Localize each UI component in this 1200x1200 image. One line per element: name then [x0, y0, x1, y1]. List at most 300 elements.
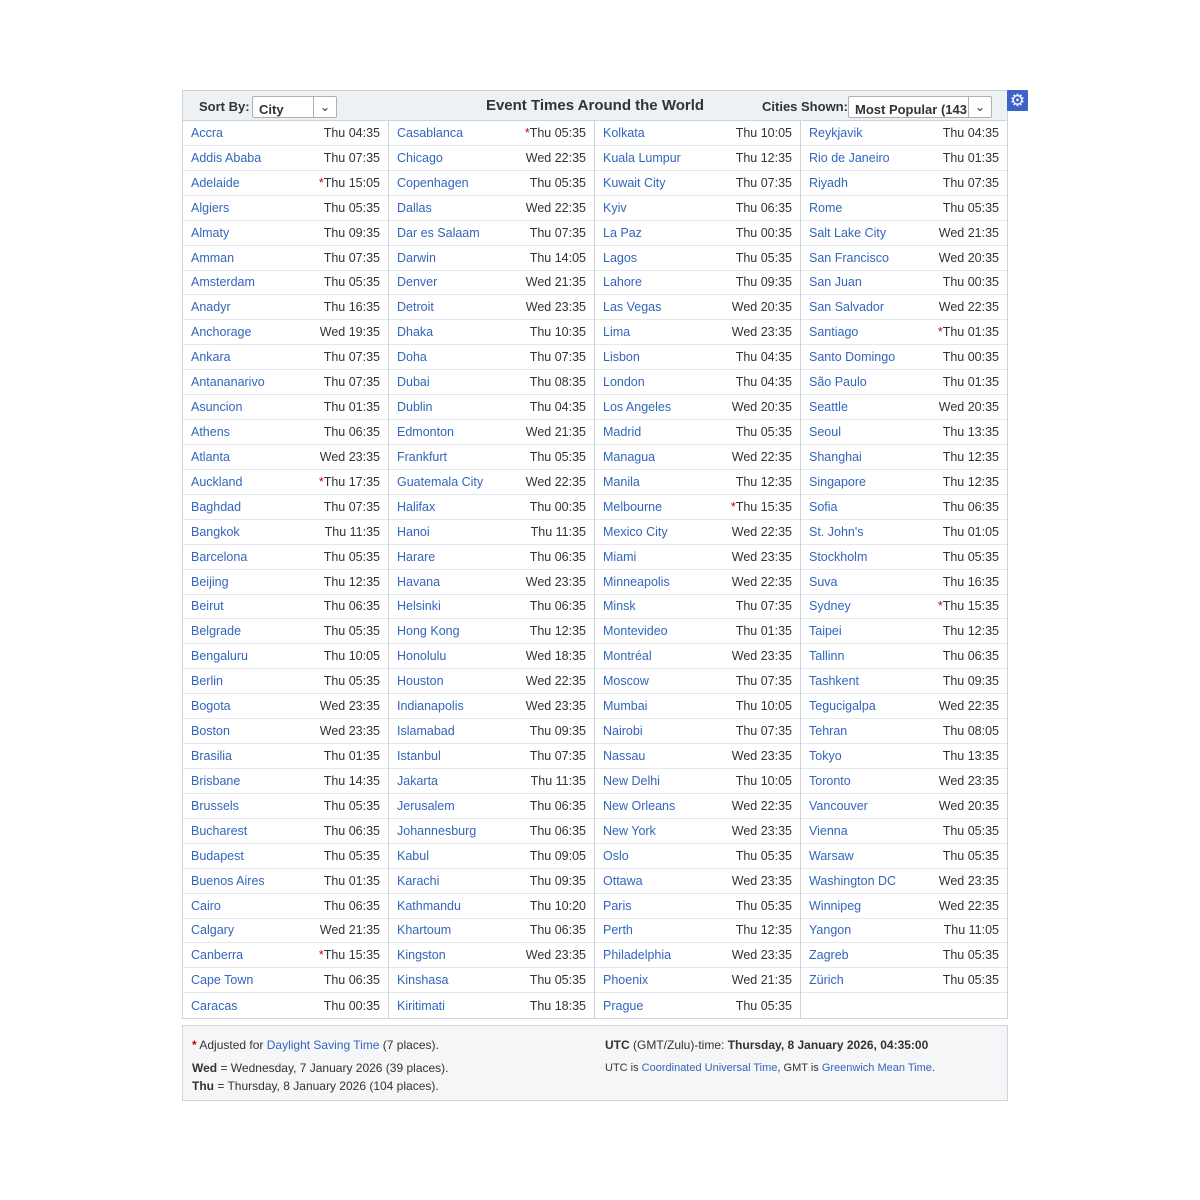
city-time: Thu 04:35	[735, 350, 792, 365]
city-link[interactable]: Las Vegas	[603, 300, 662, 315]
city-link[interactable]: Paris	[603, 898, 632, 913]
city-link[interactable]: Santiago	[809, 325, 859, 340]
table-row	[801, 246, 1007, 271]
city-link[interactable]: Phoenix	[603, 973, 649, 988]
city-time: Thu 07:35	[735, 175, 792, 190]
gear-icon[interactable]: ⚙	[1007, 90, 1028, 111]
city-link[interactable]: Stockholm	[809, 549, 868, 564]
city-link[interactable]: London	[603, 375, 645, 390]
city-link[interactable]: Taipei	[809, 624, 842, 639]
city-time: Wed 23:35	[525, 300, 586, 315]
city-time: Wed 23:35	[731, 948, 792, 963]
city-time: Thu 18:35	[529, 998, 586, 1013]
city-link[interactable]: Copenhagen	[397, 175, 469, 190]
city-time: Thu 09:05	[529, 848, 586, 863]
city-time: Thu 00:35	[529, 499, 586, 514]
city-time: Thu 05:35	[942, 823, 999, 838]
city-link[interactable]: Mexico City	[603, 524, 668, 539]
city-time: Wed 20:35	[938, 250, 999, 265]
table-row	[595, 719, 800, 744]
city-link[interactable]: Kyiv	[603, 200, 627, 215]
table-row	[595, 271, 800, 296]
table-row	[595, 744, 800, 769]
city-link[interactable]: Lagos	[603, 250, 638, 265]
city-link[interactable]: New Orleans	[603, 798, 676, 813]
city-link[interactable]: Antananarivo	[191, 375, 265, 390]
wed-abbr: Wed	[192, 1061, 218, 1076]
table-row	[595, 320, 800, 345]
city-link[interactable]: San Salvador	[809, 300, 885, 315]
city-time: Thu 05:35	[323, 275, 380, 290]
city-link[interactable]: Kuwait City	[603, 175, 666, 190]
city-link[interactable]: Sydney	[809, 599, 851, 614]
period: .	[931, 1062, 935, 1075]
city-link[interactable]: Beijing	[191, 574, 229, 589]
city-link[interactable]: Algiers	[191, 200, 230, 215]
chevron-down-icon[interactable]: ⌄	[968, 97, 991, 117]
city-time: Thu 07:35	[529, 225, 586, 240]
city-link[interactable]: Reykjavik	[809, 125, 863, 140]
city-link[interactable]: Caracas	[191, 998, 238, 1013]
city-time: Thu 10:05	[735, 773, 792, 788]
gmt-is: , GMT is	[777, 1062, 819, 1075]
city-link[interactable]: Almaty	[191, 225, 230, 240]
table-row	[183, 694, 388, 719]
utc-line	[605, 1038, 928, 1052]
table-row	[595, 619, 800, 644]
city-time: Thu 11:35	[530, 524, 586, 539]
city-link[interactable]: Oslo	[603, 848, 629, 863]
table-row	[389, 295, 594, 320]
city-link[interactable]: Tokyo	[809, 749, 842, 763]
city-time: Thu 07:35	[323, 250, 380, 265]
city-time: Wed 21:35	[525, 425, 586, 440]
city-link[interactable]: Tehran	[809, 724, 848, 739]
city-link[interactable]: Johannesburg	[397, 823, 477, 838]
city-link[interactable]: Tegucigalpa	[809, 699, 876, 714]
table-row	[801, 919, 1007, 944]
table-row	[183, 121, 388, 146]
city-link[interactable]: Minneapolis	[603, 574, 670, 589]
city-time: Wed 23:35	[731, 823, 792, 838]
table-row	[595, 694, 800, 719]
city-link[interactable]: Jakarta	[397, 773, 438, 788]
city-link[interactable]: Dhaka	[397, 325, 434, 340]
city-link[interactable]: Atlanta	[191, 449, 230, 464]
table-row	[183, 221, 388, 246]
city-link[interactable]: Dar es Salaam	[397, 225, 480, 240]
chevron-down-icon[interactable]: ⌄	[313, 97, 336, 117]
city-time: Thu 12:35	[735, 150, 792, 165]
table-row	[183, 520, 388, 545]
city-link[interactable]: Doha	[397, 350, 427, 365]
city-link[interactable]: La Paz	[603, 225, 642, 240]
table-row	[389, 919, 594, 944]
city-time: Thu 06:35	[529, 798, 586, 813]
city-link[interactable]: Zürich	[809, 973, 844, 988]
city-time: Wed 23:35	[525, 699, 586, 714]
city-time: Thu 06:35	[323, 599, 380, 614]
city-link[interactable]: Los Angeles	[603, 400, 672, 415]
table-row	[801, 146, 1007, 171]
city-link[interactable]: Chicago	[397, 150, 443, 165]
table-row	[595, 819, 800, 844]
table-row	[389, 520, 594, 545]
city-link[interactable]: Bogota	[191, 699, 231, 714]
city-link[interactable]: Moscow	[603, 674, 649, 689]
event-times-widget	[182, 90, 1008, 1101]
city-time: Thu 10:05	[735, 699, 792, 714]
city-link[interactable]: Houston	[397, 674, 444, 689]
city-time: Thu 10:05	[323, 649, 380, 664]
table-row	[801, 943, 1007, 968]
city-link[interactable]: Tallinn	[809, 649, 845, 664]
city-time: Wed 23:35	[525, 574, 586, 589]
city-link[interactable]: Salt Lake City	[809, 225, 887, 240]
city-link[interactable]: Toronto	[809, 773, 851, 788]
table-row	[183, 570, 388, 595]
city-link[interactable]: Madrid	[603, 425, 642, 440]
table-row	[595, 345, 800, 370]
city-time: Wed 22:35	[938, 699, 999, 714]
city-link[interactable]: Kingston	[397, 948, 446, 963]
table-row	[389, 320, 594, 345]
city-link[interactable]: Denver	[397, 275, 438, 290]
table-row	[389, 395, 594, 420]
city-link[interactable]: Amman	[191, 250, 235, 265]
city-link[interactable]: Vienna	[809, 823, 848, 838]
city-link[interactable]: Anchorage	[191, 325, 252, 340]
table-row	[595, 445, 800, 470]
city-link[interactable]: New York	[603, 823, 656, 838]
table-row	[183, 844, 388, 869]
city-link[interactable]: Santo Domingo	[809, 350, 896, 365]
city-time: Thu 01:35	[323, 873, 380, 888]
table-row	[801, 121, 1007, 146]
city-time: Thu 05:35	[323, 549, 380, 564]
city-time: Wed 20:35	[731, 400, 792, 415]
table-row	[183, 869, 388, 894]
table-row	[595, 968, 800, 993]
city-link[interactable]: Edmonton	[397, 425, 454, 440]
city-link[interactable]: Asuncion	[191, 400, 243, 415]
city-link[interactable]: Casablanca	[397, 125, 464, 140]
city-link[interactable]: Bengaluru	[191, 649, 248, 664]
city-link[interactable]: Amsterdam	[191, 275, 255, 290]
city-link[interactable]: Berlin	[191, 674, 223, 689]
table-row	[801, 595, 1007, 620]
table-row	[595, 644, 800, 669]
dst-link[interactable]: Daylight Saving Time	[266, 1038, 380, 1053]
city-time: Thu 05:35	[323, 674, 380, 689]
table-row	[801, 295, 1007, 320]
sort-by-select[interactable]	[252, 96, 337, 118]
city-link[interactable]: Jerusalem	[397, 798, 455, 813]
city-link[interactable]: Kabul	[397, 848, 429, 863]
table-row	[801, 719, 1007, 744]
table-row	[183, 794, 388, 819]
city-link[interactable]: Minsk	[603, 599, 636, 614]
city-link[interactable]: Perth	[603, 923, 633, 938]
city-link[interactable]: Prague	[603, 998, 644, 1013]
utc-is: UTC is	[605, 1062, 639, 1075]
city-link[interactable]: Adelaide	[191, 175, 240, 190]
city-link[interactable]: Ankara	[191, 350, 231, 365]
city-link[interactable]: Kinshasa	[397, 973, 449, 988]
city-time: Thu 04:35	[735, 375, 792, 390]
city-link[interactable]: Montréal	[603, 649, 652, 664]
city-link[interactable]: Hong Kong	[397, 624, 460, 639]
city-time: Thu 06:35	[529, 599, 586, 614]
city-link[interactable]: Honolulu	[397, 649, 447, 664]
table-row	[183, 320, 388, 345]
city-time: Thu 06:35	[942, 499, 999, 514]
table-row	[389, 470, 594, 495]
widget-footer	[182, 1025, 1008, 1101]
table-row	[801, 694, 1007, 719]
city-link[interactable]: São Paulo	[809, 375, 867, 390]
table-row	[389, 420, 594, 445]
city-link[interactable]: Havana	[397, 574, 441, 589]
city-link[interactable]: Kuala Lumpur	[603, 150, 681, 165]
city-link[interactable]: Montevideo	[603, 624, 668, 639]
city-link[interactable]: Manila	[603, 474, 640, 489]
table-row	[389, 694, 594, 719]
city-time: Wed 22:35	[938, 898, 999, 913]
city-time: Thu 16:35	[942, 574, 999, 589]
table-row	[801, 894, 1007, 919]
table-row	[801, 968, 1007, 993]
city-link[interactable]: Seattle	[809, 400, 848, 415]
city-time: Thu 01:35	[942, 325, 999, 340]
city-time: Thu 07:35	[529, 749, 586, 763]
city-time: Thu 10:20	[529, 898, 586, 913]
city-link[interactable]: Melbourne	[603, 499, 663, 514]
city-link[interactable]: Vancouver	[809, 798, 868, 813]
city-time: Thu 09:35	[529, 873, 586, 888]
city-time: Wed 23:35	[319, 699, 380, 714]
city-time: Thu 05:35	[529, 175, 586, 190]
table-row	[389, 495, 594, 520]
city-time: Thu 14:05	[529, 250, 586, 265]
city-link[interactable]: Ottawa	[603, 873, 643, 888]
city-link[interactable]: Nassau	[603, 749, 646, 763]
city-time: Wed 20:35	[731, 300, 792, 315]
table-row	[801, 644, 1007, 669]
city-link[interactable]: Hanoi	[397, 524, 430, 539]
city-link[interactable]: Rome	[809, 200, 843, 215]
table-row	[801, 819, 1007, 844]
city-link[interactable]: Philadelphia	[603, 948, 672, 963]
city-link[interactable]: Frankfurt	[397, 449, 448, 464]
city-link[interactable]: Mumbai	[603, 699, 648, 714]
city-time: Thu 15:35	[942, 599, 999, 614]
city-time: Wed 20:35	[938, 400, 999, 415]
city-link[interactable]: Kiritimati	[397, 998, 445, 1013]
city-time: Thu 05:35	[529, 125, 586, 140]
city-link[interactable]: Harare	[397, 549, 436, 564]
city-time: Wed 23:35	[731, 749, 792, 763]
city-link[interactable]: Managua	[603, 449, 656, 464]
city-time: Wed 18:35	[525, 649, 586, 664]
city-link[interactable]: Miami	[603, 549, 637, 564]
city-link[interactable]: Istanbul	[397, 749, 441, 763]
table-row	[595, 869, 800, 894]
table-row	[389, 869, 594, 894]
city-link[interactable]: Halifax	[397, 499, 436, 514]
city-link[interactable]: Barcelona	[191, 549, 248, 564]
gmt-link[interactable]: Greenwich Mean Time	[821, 1062, 932, 1075]
city-link[interactable]: Lima	[603, 325, 631, 340]
city-link[interactable]: Brasilia	[191, 749, 232, 763]
city-link[interactable]: Beirut	[191, 599, 224, 614]
city-link[interactable]: Nairobi	[603, 724, 643, 739]
city-time: Thu 09:35	[323, 225, 380, 240]
dst-star: *	[318, 948, 324, 963]
table-row	[595, 146, 800, 171]
city-link[interactable]: Zagreb	[809, 948, 849, 963]
table-row	[389, 246, 594, 271]
city-link[interactable]: Kathmandu	[397, 898, 461, 913]
wed-note	[192, 1061, 449, 1075]
city-link[interactable]: Cairo	[191, 898, 221, 913]
city-link[interactable]: Tashkent	[809, 674, 860, 689]
city-link[interactable]: Canberra	[191, 948, 244, 963]
city-link[interactable]: Anadyr	[191, 300, 231, 315]
city-time: Thu 05:35	[942, 200, 999, 215]
city-link[interactable]: St. John's	[809, 524, 864, 539]
table-row	[389, 943, 594, 968]
city-link[interactable]: Guatemala City	[397, 474, 484, 489]
dst-star: *	[318, 474, 324, 489]
city-link[interactable]: Indianapolis	[397, 699, 464, 714]
cities-shown-select[interactable]	[848, 96, 992, 118]
table-row	[389, 719, 594, 744]
city-link[interactable]: Seoul	[809, 425, 841, 440]
city-link[interactable]: Yangon	[809, 923, 852, 938]
city-link[interactable]: Detroit	[397, 300, 434, 315]
table-row	[389, 271, 594, 296]
table-row	[595, 470, 800, 495]
dst-prefix: Adjusted for	[199, 1038, 264, 1053]
city-link[interactable]: Buenos Aires	[191, 873, 265, 888]
table-row	[389, 221, 594, 246]
city-link[interactable]: Dublin	[397, 400, 433, 415]
city-link[interactable]: Islamabad	[397, 724, 455, 739]
city-link[interactable]: Helsinki	[397, 599, 441, 614]
city-link[interactable]: New Delhi	[603, 773, 660, 788]
utc-time: Thursday, 8 January 2026, 04:35:00	[727, 1038, 929, 1053]
city-link[interactable]: Rio de Janeiro	[809, 150, 890, 165]
table-row	[183, 246, 388, 271]
table-row	[183, 271, 388, 296]
city-time: Wed 22:35	[525, 674, 586, 689]
city-column	[389, 121, 595, 1018]
table-row	[801, 869, 1007, 894]
city-time: Thu 13:35	[942, 749, 999, 763]
city-link[interactable]: Addis Ababa	[191, 150, 262, 165]
city-link[interactable]: Riyadh	[809, 175, 848, 190]
dst-star: *	[318, 175, 324, 190]
table-row	[595, 370, 800, 395]
city-time: Wed 21:35	[319, 923, 380, 938]
city-time: Thu 06:35	[529, 549, 586, 564]
city-link[interactable]: Shanghai	[809, 449, 862, 464]
city-time: Thu 05:35	[942, 948, 999, 963]
city-link[interactable]: Winnipeg	[809, 898, 862, 913]
cities-shown-value: Most Popular (143	[855, 102, 967, 117]
city-link[interactable]: Boston	[191, 724, 230, 739]
table-row	[183, 619, 388, 644]
city-time: Thu 15:35	[735, 499, 792, 514]
table-row	[389, 345, 594, 370]
table-row	[595, 844, 800, 869]
table-row	[389, 669, 594, 694]
city-link[interactable]: Auckland	[191, 474, 243, 489]
city-link[interactable]: San Juan	[809, 275, 862, 290]
city-time: Wed 22:35	[731, 524, 792, 539]
table-row	[183, 744, 388, 769]
city-link[interactable]: Washington DC	[809, 873, 897, 888]
city-link[interactable]: Singapore	[809, 474, 866, 489]
city-link[interactable]: Bangkok	[191, 524, 240, 539]
table-row	[801, 445, 1007, 470]
city-link[interactable]: Accra	[191, 125, 223, 140]
city-link[interactable]: Cape Town	[191, 973, 254, 988]
utc-link[interactable]: Coordinated Universal Time	[641, 1062, 778, 1075]
city-link[interactable]: Baghdad	[191, 499, 242, 514]
city-link[interactable]: Lisbon	[603, 350, 640, 365]
city-link[interactable]: Lahore	[603, 275, 642, 290]
city-time: Thu 16:35	[323, 300, 380, 315]
city-time: Wed 22:35	[938, 300, 999, 315]
city-link[interactable]: Karachi	[397, 873, 440, 888]
city-time: Thu 08:05	[942, 724, 999, 739]
city-time: Thu 07:35	[735, 674, 792, 689]
table-row	[595, 495, 800, 520]
table-row	[183, 919, 388, 944]
city-time: Wed 23:35	[938, 773, 999, 788]
city-link[interactable]: Belgrade	[191, 624, 242, 639]
table-row	[389, 121, 594, 146]
city-link[interactable]: Calgary	[191, 923, 235, 938]
city-link[interactable]: Brisbane	[191, 773, 241, 788]
city-link[interactable]: Khartoum	[397, 923, 452, 938]
city-link[interactable]: Darwin	[397, 250, 436, 265]
city-link[interactable]: Kolkata	[603, 125, 645, 140]
city-time: Thu 12:35	[735, 474, 792, 489]
city-link[interactable]: Bucharest	[191, 823, 248, 838]
city-link[interactable]: Dallas	[397, 200, 432, 215]
dst-note	[192, 1038, 439, 1052]
city-link[interactable]: Brussels	[191, 798, 239, 813]
city-link[interactable]: San Francisco	[809, 250, 889, 265]
city-link[interactable]: Athens	[191, 425, 230, 440]
table-row	[801, 744, 1007, 769]
table-row	[595, 919, 800, 944]
sort-by-label: Sort By:	[199, 99, 250, 114]
city-link[interactable]: Dubai	[397, 375, 430, 390]
table-row	[389, 968, 594, 993]
city-link[interactable]: Suva	[809, 574, 838, 589]
table-row	[389, 794, 594, 819]
city-link[interactable]: Sofia	[809, 499, 838, 514]
city-link[interactable]: Budapest	[191, 848, 244, 863]
table-row	[389, 445, 594, 470]
city-link[interactable]: Warsaw	[809, 848, 854, 863]
city-time: Thu 09:35	[942, 674, 999, 689]
city-time: Wed 21:35	[525, 275, 586, 290]
